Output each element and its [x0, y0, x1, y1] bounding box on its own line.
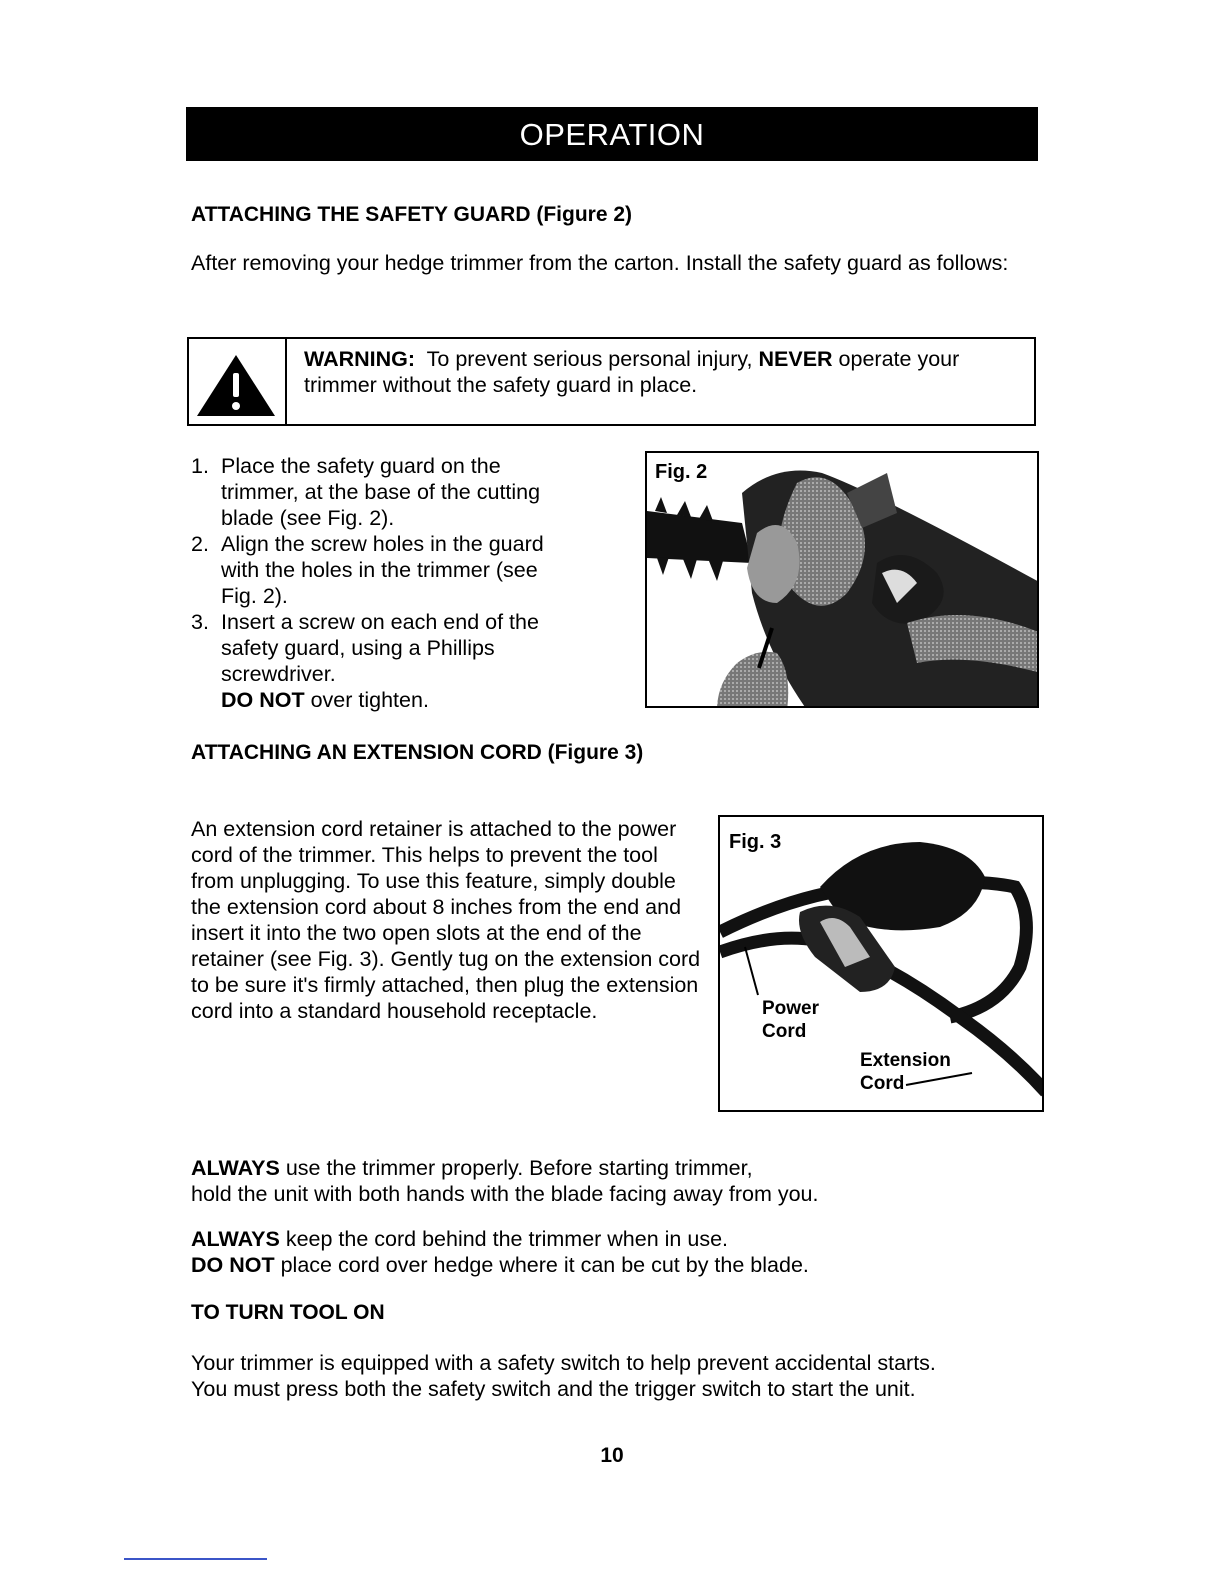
always-emphasis-2: ALWAYS: [191, 1227, 280, 1251]
extension-cord-label-2: Cord: [860, 1073, 905, 1094]
step-text: Align the screw holes in the guard with the holes in the trimmer (see Fig. 2).: [221, 532, 544, 608]
list-item: [191, 609, 571, 713]
figure-3: [718, 815, 1044, 1112]
step-text-after: over tighten.: [310, 688, 429, 712]
warning-text-after: operate your trimmer without the safety guard in place.: [304, 347, 960, 397]
figure-3-label: Fig. 3: [729, 831, 782, 853]
list-item: [191, 453, 571, 531]
warning-text-before: To prevent serious personal injury,: [426, 347, 753, 371]
figure-2: [645, 451, 1039, 708]
power-cord-label-1: Power: [762, 998, 820, 1019]
extension-cord-label-1: Extension: [860, 1050, 951, 1071]
step-number: 3.: [191, 610, 209, 634]
step-number: 2.: [191, 532, 209, 556]
safety-guard-intro: After removing your hedge trimmer from the carton. Install the safety guard as follows:: [191, 251, 1009, 275]
step-emphasis: DO NOT: [221, 688, 305, 712]
extension-cord-callout: [860, 1049, 951, 1095]
always-text-2: keep the cord behind the trimmer when in use.: [285, 1227, 729, 1251]
turn-on-heading: TO TURN TOOL ON: [191, 1301, 385, 1324]
step-number: 1.: [191, 454, 209, 478]
warning-text: [304, 346, 1024, 398]
warning-box: [187, 337, 1036, 426]
extension-cord-body: An extension cord retainer is attached to the power cord of the trimmer. This helps to prevent the tool from unplugging. To use this feature, simply double the extension cord about 8 inches from the end and insert it into the two open slots at the end of the retainer (see Fig. 3). Gently tug on the extension cord to be sure it's firmly attached, then plug the extension cord into a standard household receptacle.: [191, 817, 701, 1023]
donot-text: place cord over hedge where it can be cut by the blade.: [280, 1253, 809, 1277]
warning-emphasis: NEVER: [758, 347, 833, 371]
list-item: [191, 531, 571, 609]
warning-label: WARNING:: [304, 347, 416, 371]
always-text-1-line2: hold the unit with both hands with the blade facing away from you.: [191, 1182, 819, 1206]
footer-divider: [124, 1558, 267, 1560]
extension-cord-heading: ATTACHING AN EXTENSION CORD (Figure 3): [191, 741, 644, 764]
power-cord-label-2: Cord: [762, 1021, 807, 1042]
turn-on-body: [191, 1350, 1091, 1402]
page-number: 10: [600, 1444, 624, 1467]
power-cord-callout: [762, 997, 819, 1043]
warning-triangle-icon: [189, 339, 287, 424]
always-emphasis-1: ALWAYS: [191, 1156, 280, 1180]
figure-2-illustration: [647, 453, 1039, 708]
always-note-2: [191, 1226, 1091, 1278]
safety-guard-heading: ATTACHING THE SAFETY GUARD (Figure 2): [191, 203, 632, 226]
always-note-1: [191, 1155, 1091, 1207]
turn-on-line-1: Your trimmer is equipped with a safety switch to help prevent accidental starts.: [191, 1351, 936, 1375]
step-list: [191, 453, 571, 713]
always-text-1: use the trimmer properly. Before starting trimmer,: [285, 1156, 753, 1180]
step-text: Place the safety guard on the trimmer, at the base of the cutting blade (see Fig. 2).: [221, 454, 541, 530]
section-banner: [186, 107, 1038, 161]
turn-on-line-2: You must press both the safety switch and the trigger switch to start the unit.: [191, 1377, 916, 1401]
figure-2-label: Fig. 2: [655, 461, 708, 483]
donot-emphasis: DO NOT: [191, 1253, 275, 1277]
section-title: OPERATION: [519, 117, 705, 152]
step-text: Insert a screw on each end of the safety guard, using a Phillips screwdriver.: [221, 610, 539, 686]
